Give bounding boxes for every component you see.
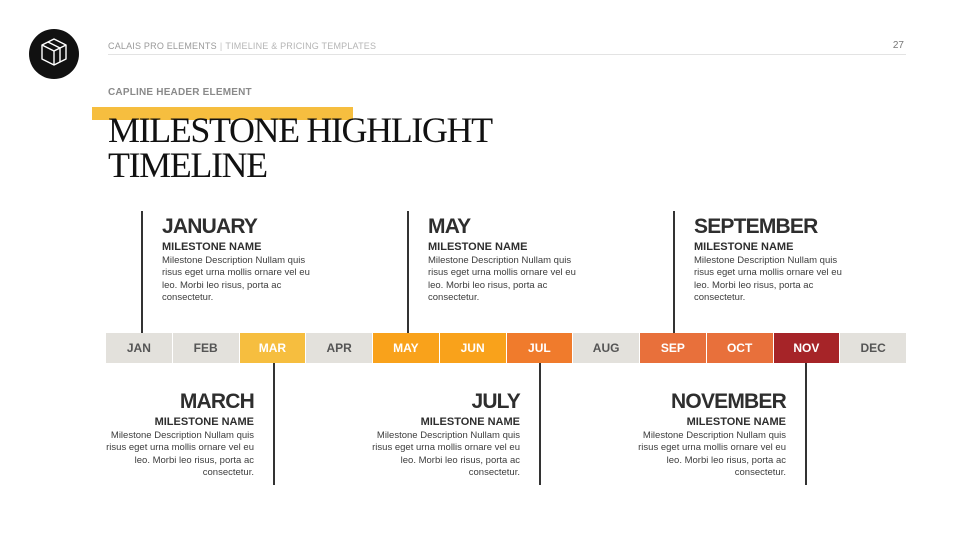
brand-separator: | xyxy=(219,41,223,51)
month-sep: SEP xyxy=(640,333,707,363)
milestone-month: JULY xyxy=(471,390,520,413)
milestone-may xyxy=(428,216,588,305)
milestone-description: Milestone Description Nullam quis risus eget urna mollis ornare vel eu leo. Morbi leo risus, porta ac consectetur. xyxy=(694,255,842,304)
milestone-name: MILESTONE NAME xyxy=(694,241,794,253)
milestone-january xyxy=(162,216,322,305)
brand-name: CALAIS PRO ELEMENTS xyxy=(108,41,217,51)
milestone-month: NOVEMBER xyxy=(671,390,786,413)
milestone-march xyxy=(94,391,254,480)
month-nov: NOV xyxy=(774,333,841,363)
connector-march xyxy=(273,363,275,485)
header-divider xyxy=(108,54,906,55)
milestone-month: JANUARY xyxy=(162,215,258,238)
logo xyxy=(29,29,79,79)
capline-header: CAPLINE HEADER ELEMENT xyxy=(108,87,252,98)
month-jul: JUL xyxy=(507,333,574,363)
milestone-name: MILESTONE NAME xyxy=(686,416,786,428)
month-feb: FEB xyxy=(173,333,240,363)
milestone-name: MILESTONE NAME xyxy=(428,241,528,253)
milestone-july xyxy=(360,391,520,480)
cube-icon xyxy=(40,37,68,72)
connector-january xyxy=(141,211,143,333)
milestone-month: SEPTEMBER xyxy=(694,215,818,238)
month-may: MAY xyxy=(373,333,440,363)
month-apr: APR xyxy=(306,333,373,363)
connector-july xyxy=(539,363,541,485)
connector-november xyxy=(805,363,807,485)
milestone-name: MILESTONE NAME xyxy=(162,241,262,253)
month-mar: MAR xyxy=(240,333,307,363)
title-line-1: MILESTONE HIGHLIGHT xyxy=(108,110,492,150)
milestone-description: Milestone Description Nullam quis risus eget urna mollis ornare vel eu leo. Morbi leo risus, porta ac consectetur. xyxy=(428,255,576,304)
milestone-description: Milestone Description Nullam quis risus eget urna mollis ornare vel eu leo. Morbi leo risus, porta ac consectetur. xyxy=(638,430,786,479)
milestone-month: MAY xyxy=(428,215,471,238)
month-bar xyxy=(106,333,906,363)
milestone-september xyxy=(694,216,854,305)
connector-may xyxy=(407,211,409,333)
milestone-november xyxy=(626,391,786,480)
milestone-description: Milestone Description Nullam quis risus eget urna mollis ornare vel eu leo. Morbi leo risus, porta ac consectetur. xyxy=(162,255,310,304)
month-dec: DEC xyxy=(840,333,906,363)
page-number: 27 xyxy=(892,40,904,51)
milestone-name: MILESTONE NAME xyxy=(420,416,520,428)
connector-september xyxy=(673,211,675,333)
milestone-description: Milestone Description Nullam quis risus eget urna mollis ornare vel eu leo. Morbi leo risus, porta ac consectetur. xyxy=(372,430,520,479)
brand-subtitle: TIMELINE & PRICING TEMPLATES xyxy=(225,41,377,51)
header-brand xyxy=(108,41,376,51)
milestone-description: Milestone Description Nullam quis risus eget urna mollis ornare vel eu leo. Morbi leo risus, porta ac consectetur. xyxy=(106,430,254,479)
month-jun: JUN xyxy=(440,333,507,363)
month-oct: OCT xyxy=(707,333,774,363)
milestone-month: MARCH xyxy=(179,390,254,413)
milestone-name: MILESTONE NAME xyxy=(154,416,254,428)
title-line-2: TIMELINE xyxy=(108,145,267,185)
page-title xyxy=(108,110,492,185)
month-aug: AUG xyxy=(573,333,640,363)
month-jan: JAN xyxy=(106,333,173,363)
